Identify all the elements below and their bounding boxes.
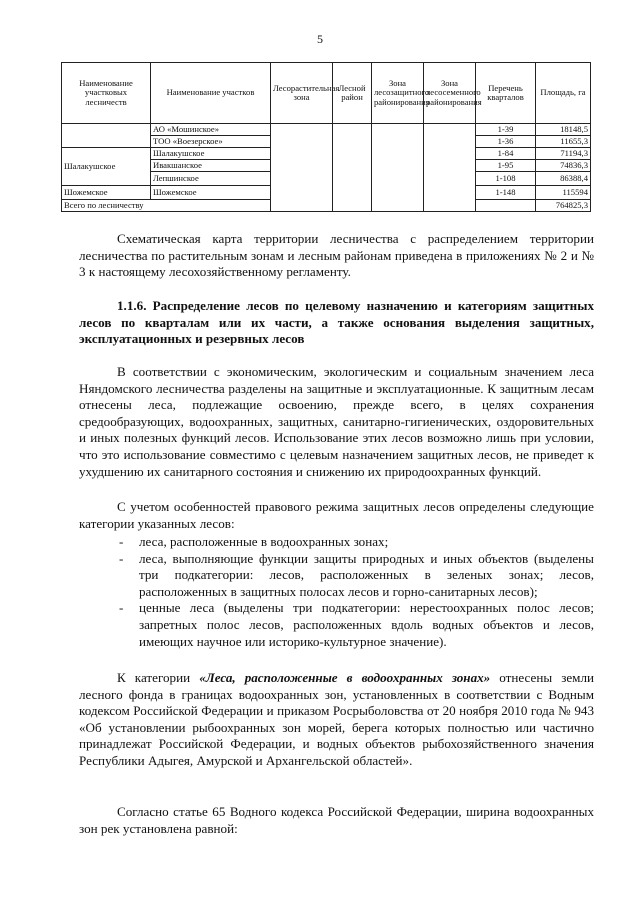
list-dash: - — [119, 600, 124, 616]
table-row — [62, 124, 591, 136]
total-label: Всего по лесничеству — [62, 200, 271, 212]
header-seed-zone: Зона лесосеменного районирования — [424, 63, 476, 124]
area-cell: 18148,5 — [536, 124, 591, 136]
categories-list — [79, 534, 594, 650]
list-item: - леса, расположенные в водоохранных зонах; — [119, 534, 389, 549]
plot-cell: Шожемское — [151, 186, 271, 200]
quarters-cell: 1-36 — [476, 136, 536, 148]
header-forestry: Наименование участковых лесничеств — [62, 63, 151, 124]
paragraph-water-protection: К категории «Леса, расположенные в водоохранных зонах» отнесены земли лесного фонда в границах водоохранных зон, установленных в соответствии с Водным кодексом Российской Федерации и приказом Росрыболовства от 20 ноября 2010 года № 943 «Об установлении рыбоохранных зон морей, берега которых полностью или частично принадлежат Российской Федерации, и водных объектов рыбохозяйственного значения Республики Адыгея, Амурской и Архангельской областей». — [79, 670, 594, 768]
quarters-cell: 1-84 — [476, 148, 536, 160]
forestry-cell-shozhemskoe: Шожемское — [62, 186, 151, 200]
quarters-cell: 1-39 — [476, 124, 536, 136]
plot-cell: АО «Мошинское» — [151, 124, 271, 136]
area-cell: 86388,4 — [536, 172, 591, 186]
area-cell: 74836,3 — [536, 160, 591, 172]
forest-region-cell — [333, 124, 372, 212]
table-header-row — [62, 63, 591, 124]
plot-cell: ТОО «Воезерское» — [151, 136, 271, 148]
protection-zone-cell — [372, 124, 424, 212]
list-dash: - — [119, 550, 124, 566]
forestry-cell-empty — [62, 124, 151, 148]
vegetation-zone-cell — [271, 124, 333, 212]
list-item: - ценные леса (выделены три подкатегории: нерестоохранных полос лесов; запретных полос лесов, расположенных вдоль водных объектов и лесов, имеющих научное или историко-культурное значение). — [119, 600, 594, 649]
page-number: 5 — [317, 32, 323, 46]
plot-cell: Лепшинское — [151, 172, 271, 186]
paragraph-map: Схематическая карта территории лесничества с распределением территории лесничества по растительным зонам и лесным районам приведена в приложениях № 2 и № 3 к настоящему лесохозяйственному регламенту. — [79, 231, 594, 280]
paragraph-forest-division: В соответствии с экономическим, экологическим и социальным значением леса Няндомского лесничества разделены на защитные и эксплуатационные. К защитным лесам отнесены леса, подлежащие освоению, прежде всего, в целях сохранения средообразующих, водоохранных, защитных, санитарно-гигиенических, оздоровительных и иных полезных функций лесов. Использование этих лесов возможно лишь при условии, что это использование совместимо с целевым назначением защитных лесов, не приведет к ухудшению их санитарного состояния и снижению их природоохранных функций. — [79, 364, 594, 479]
header-protection-zone: Зона лесозащитного районирования — [372, 63, 424, 124]
area-cell: 115594 — [536, 186, 591, 200]
list-dash: - — [119, 534, 124, 549]
seed-zone-cell — [424, 124, 476, 212]
total-quarters-empty — [476, 200, 536, 212]
area-cell: 71194,3 — [536, 148, 591, 160]
header-quarters: Перечень кварталов — [476, 63, 536, 124]
category-emphasis: «Леса, расположенные в водоохранных зонах» — [199, 670, 491, 685]
forestry-cell-shalakushskoe: Шалакушское — [62, 148, 151, 186]
paragraph-article-65: Согласно статье 65 Водного кодекса Российской Федерации, ширина водоохранных зон рек установлена равной: — [79, 804, 594, 836]
list-item: - леса, выполняющие функции защиты природных и иных объектов (выделены три подкатегории: лесов, расположенных в зеленых зонах; лесов, расположенных в защитных полосах лесов и горно-санитарных лесов); — [119, 550, 594, 599]
header-area: Площадь, га — [536, 63, 591, 124]
header-forest-region: Лесной район — [333, 63, 372, 124]
quarters-cell: 1-148 — [476, 186, 536, 200]
quarters-cell: 1-108 — [476, 172, 536, 186]
header-plots: Наименование участков — [151, 63, 271, 124]
plot-cell: Шалакушское — [151, 148, 271, 160]
quarters-cell: 1-95 — [476, 160, 536, 172]
total-value: 764825,3 — [536, 200, 591, 212]
paragraph-categories-intro: С учетом особенностей правового режима защитных лесов определены следующие категории указанных лесов: — [79, 499, 594, 531]
forestry-table — [61, 62, 591, 212]
plot-cell: Ивакшанское — [151, 160, 271, 172]
area-cell: 11655,3 — [536, 136, 591, 148]
section-heading: 1.1.6. Распределение лесов по целевому назначению и категориям защитных лесов по кварталам или их части, а также основания выделения защитных, эксплуатационных и резервных лесов — [79, 298, 594, 347]
header-vegetation-zone: Лесорастительная зона — [271, 63, 333, 124]
